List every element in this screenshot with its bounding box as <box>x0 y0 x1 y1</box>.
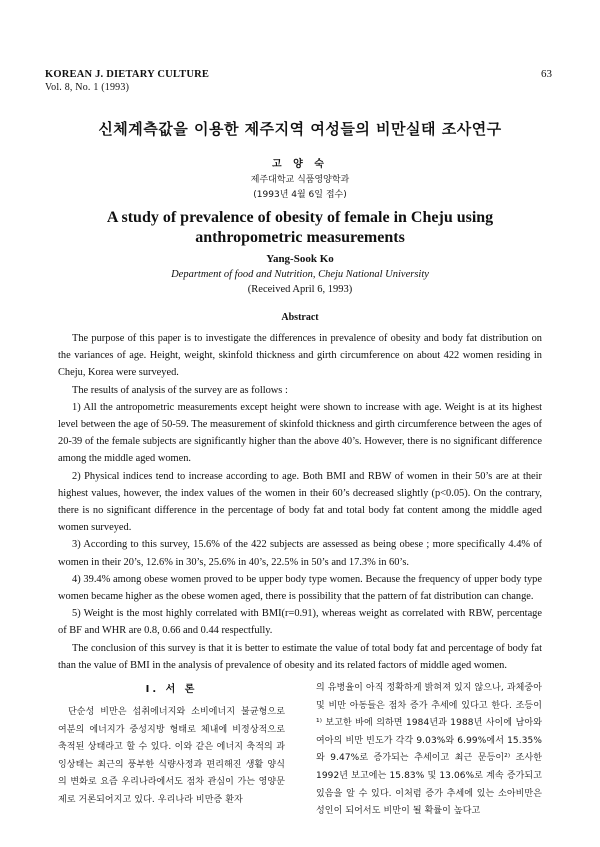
english-title-line1: A study of prevalence of obesity of female in Cheju using <box>106 209 494 226</box>
korean-affiliation: 제주대학교 식품영양학과 <box>250 175 350 185</box>
abstract-body <box>58 330 542 674</box>
english-title <box>0 208 600 248</box>
abstract-heading: Abstract <box>281 312 319 323</box>
body-column-right <box>316 680 542 821</box>
body-paragraph: 단순성 비만은 섭취에너지와 소비에너지 불균형으로 여분의 에너지가 중성지방 형태로 체내에 비정상적으로 축적된 상태라고 할 수 있다. 이와 같은 에너지 축적의 과잉상태는 최근의 풍부한 식량사정과 편리해진 생활 양식의 변화로 요즘 우리나라에서도 점차 관심이 가는 영양문제로 거론되어지고 있다. 우리나라 비만증 환자 <box>58 707 285 805</box>
section-heading-introduction: I. 서 론 <box>145 684 198 695</box>
page-number: 63 <box>541 68 552 80</box>
korean-author: 고 양 숙 <box>272 159 328 170</box>
abstract-paragraph: 3) According to this survey, 15.6% of the 422 subjects are assessed as being obese ; more specifically 4.4% of women in their 20’s, 12.6% in 30’s, 25.6% in 40’s, 22.5% in 50’s and 17.3% in 60’s. <box>58 539 542 568</box>
journal-header <box>45 68 209 94</box>
english-affiliation: Department of food and Nutrition, Cheju National University <box>171 269 429 280</box>
english-title-line2: anthropometric measurements <box>195 229 405 246</box>
english-author: Yang-Sook Ko <box>266 253 334 265</box>
abstract-paragraph: 1) All the antropometric measurements except height were shown to increase with age. Weight is at its highest level between the age of 50-59. The measurement of skinfold thickness and girth circumference between the ages of 20-39 of the female subjects are significantly higher than the above 40’s. However, there is no significant difference among the middle aged women. <box>58 401 542 465</box>
abstract-paragraph: 4) 39.4% among obese women proved to be upper body type women. Because the frequency of upper body type women became higher as the obese women aged, there is possibility that the pattern of fat distribution can change. <box>58 573 542 603</box>
journal-volume: Vol. 8, No. 1 (1993) <box>45 82 130 93</box>
korean-title: 신체계측값을 이용한 제주지역 여성들의 비만실태 조사연구 <box>98 120 502 138</box>
abstract-paragraph: The conclusion of this survey is that it is better to estimate the value of total body fat and percentage of body fat than the value of BMI in the analysis of prevalence of obesity and its related factors of middle aged women. <box>58 642 542 671</box>
abstract-paragraph: The purpose of this paper is to investigate the differences in prevalence of obesity and body fat distribution on the variances of age. Height, weight, skinfold thickness and girth circumference on about 422 women residing in Cheju, Korea were surveyed. <box>58 333 542 379</box>
abstract-paragraph: The results of analysis of the survey are as follows : <box>72 384 288 396</box>
abstract-paragraph: 5) Weight is the most highly correlated with BMI(r=0.91), whereas weight as correlated with RBW, percentage of BF and WHR are 0.8, 0.66 and 0.44 respectfully. <box>58 608 542 637</box>
body-paragraph: 의 유병율이 아직 정확하게 밝혀져 있지 않으나, 과체중아 및 비만 아동들은 점차 증가 추세에 있다고 한다. 조등이¹⁾ 보고한 바에 의하면 1984년과 1988년 사이에 남아와 여아의 비만 빈도가 각각 9.03%와 6.99%에서 15.35%와 9.47%로 증가되는 추세이고 최근 문등이²⁾ 조사한 1992년 보고에는 15.83% 및 13.06%로 계속 증가되고 있음을 알 수 있다. 이처럼 증가 추세에 있는 소아비만은 성인이 되어서도 비만이 될 확률이 높다고 <box>316 683 542 817</box>
body-column-left <box>58 704 285 810</box>
abstract-paragraph: 2) Physical indices tend to increase according to age. Both BMI and RBW of women in their 50’s are at their highest values, however, the index values of the women in their 60’s decreased slightly (p<0.05). On the contrary, there is no significant difference in the percentage of body fat and total body fat content among the middle aged women surveyed. <box>58 470 542 534</box>
korean-received-date: (1993년 4월 6일 접수) <box>253 190 347 200</box>
journal-name: KOREAN J. DIETARY CULTURE <box>45 69 210 80</box>
english-received-date: (Received April 6, 1993) <box>247 284 353 295</box>
